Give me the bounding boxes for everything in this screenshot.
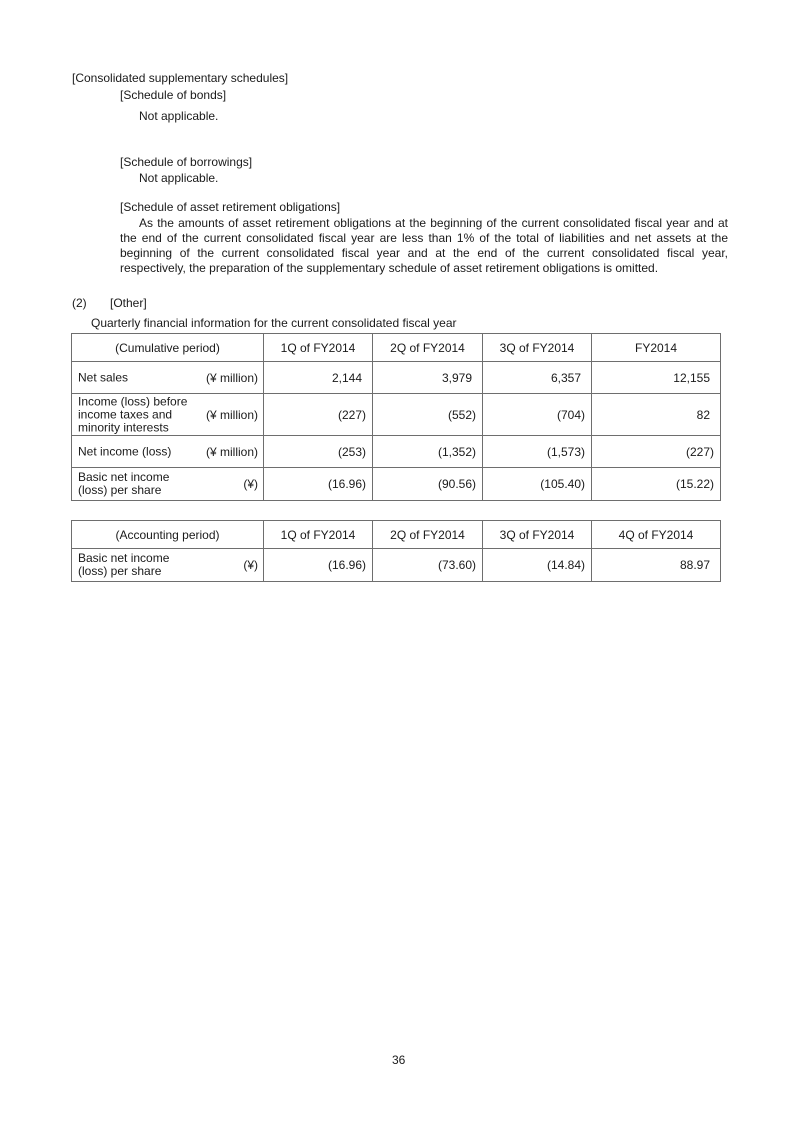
- header-cell: 2Q of FY2014: [373, 334, 483, 362]
- header-cell: 1Q of FY2014: [264, 334, 373, 362]
- row-label-line: minority interests: [78, 420, 169, 434]
- borrowings-heading: [Schedule of borrowings]: [120, 155, 253, 169]
- row-label-line: Basic net income: [78, 551, 170, 565]
- borrowings-text: Not applicable.: [139, 171, 219, 185]
- table-row: [72, 394, 721, 436]
- table-row: [72, 549, 721, 582]
- value-cell: 12,155: [592, 362, 721, 394]
- row-label: Net sales: [78, 370, 129, 384]
- value-cell: (253): [264, 436, 373, 468]
- value-cell: (90.56): [373, 468, 483, 501]
- row-label-line: income taxes and: [78, 407, 173, 421]
- row-label-line: (loss) per share: [78, 483, 162, 497]
- row-label-cell: [72, 468, 264, 501]
- header-cell: (Cumulative period): [72, 334, 264, 362]
- value-cell: (16.96): [264, 549, 373, 582]
- other-heading: [Other]: [110, 296, 147, 310]
- value-cell: (16.96): [264, 468, 373, 501]
- table-row: [72, 468, 721, 501]
- value-cell: (1,573): [483, 436, 592, 468]
- table-header-row: [72, 521, 721, 549]
- row-unit: (¥ million): [205, 444, 258, 459]
- header-cell: 2Q of FY2014: [373, 521, 483, 549]
- row-label: [78, 552, 169, 578]
- table-header-row: [72, 334, 721, 362]
- value-cell: (14.84): [483, 549, 592, 582]
- section-title: [Consolidated supplementary schedules]: [72, 71, 289, 85]
- header-cell: 1Q of FY2014: [264, 521, 373, 549]
- value-cell: (227): [592, 436, 721, 468]
- row-unit: (¥): [243, 477, 258, 491]
- header-cell: FY2014: [592, 334, 721, 362]
- header-cell: (Accounting period): [72, 521, 264, 549]
- row-label-cell: [72, 394, 264, 436]
- row-label-line: Income (loss) before: [78, 394, 188, 408]
- accounting-period-table: [71, 520, 721, 582]
- value-cell: 82: [592, 394, 721, 436]
- row-label-cell: [72, 549, 264, 582]
- bonds-text: Not applicable.: [139, 109, 219, 123]
- row-unit: (¥): [243, 558, 258, 572]
- table-row: [72, 436, 721, 468]
- value-cell: 3,979: [373, 362, 483, 394]
- cumulative-period-table: [71, 333, 721, 501]
- value-cell: (704): [483, 394, 592, 436]
- value-cell: (1,352): [373, 436, 483, 468]
- value-cell: 88.97: [592, 549, 721, 582]
- row-label-cell: [72, 436, 264, 468]
- header-cell: 4Q of FY2014: [592, 521, 721, 549]
- row-label: [78, 471, 169, 497]
- row-label: Net income (loss): [78, 444, 172, 458]
- row-label: [78, 395, 187, 434]
- header-cell: 3Q of FY2014: [483, 334, 592, 362]
- aro-paragraph: [120, 216, 728, 276]
- row-unit: (¥ million): [205, 407, 258, 422]
- page-number: 36: [392, 1053, 406, 1067]
- value-cell: (73.60): [373, 549, 483, 582]
- row-unit: (¥ million): [205, 370, 258, 385]
- value-cell: 6,357: [483, 362, 592, 394]
- row-label-cell: [72, 362, 264, 394]
- header-cell: 3Q of FY2014: [483, 521, 592, 549]
- table-row: [72, 362, 721, 394]
- other-number: (2): [72, 296, 87, 310]
- value-cell: 2,144: [264, 362, 373, 394]
- bonds-heading: [Schedule of bonds]: [120, 88, 227, 102]
- value-cell: (227): [264, 394, 373, 436]
- table-caption: Quarterly financial information for the current consolidated fiscal year: [91, 316, 457, 330]
- row-label-line: (loss) per share: [78, 564, 162, 578]
- value-cell: (105.40): [483, 468, 592, 501]
- aro-heading: [Schedule of asset retirement obligations]: [120, 200, 341, 214]
- value-cell: (15.22): [592, 468, 721, 501]
- row-label-line: Basic net income: [78, 470, 170, 484]
- aro-text: As the amounts of asset retirement obligations at the beginning of the current consolidated fiscal year and at the end of the current consolidated fiscal year are less than 1% of the total of liabilities and net assets at the beginning of the current consolidated fiscal year and at the end of the current consolidated fiscal year, respectively, the preparation of the supplementary schedule of asset retirement obligations is omitted.: [120, 216, 728, 275]
- value-cell: (552): [373, 394, 483, 436]
